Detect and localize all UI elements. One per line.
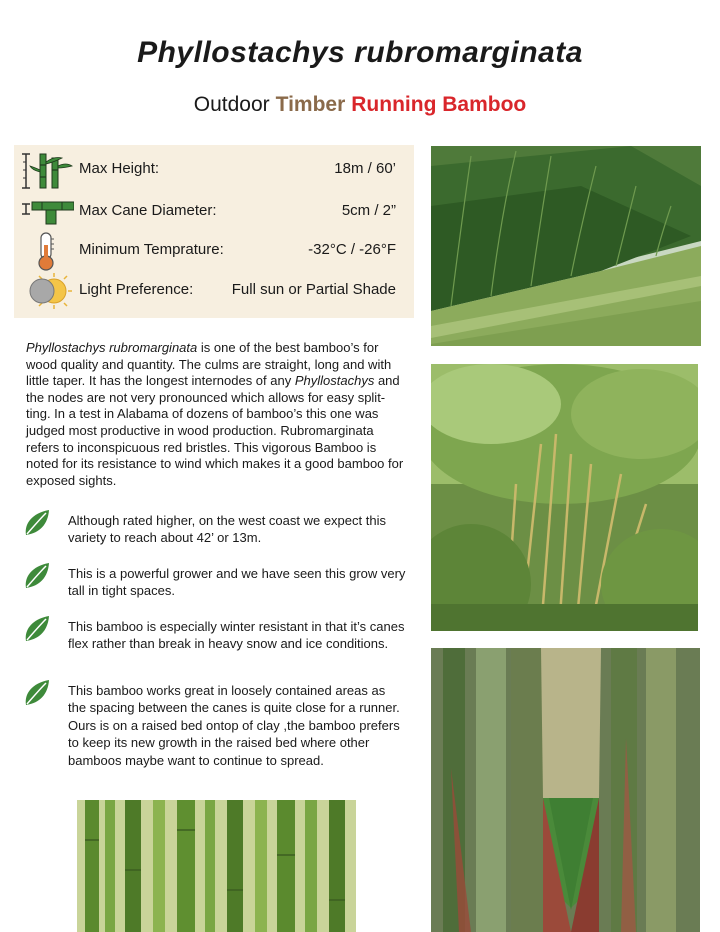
leaf-icon bbox=[22, 678, 52, 708]
spec-row-max-height bbox=[14, 150, 414, 190]
subtitle-outdoor: Outdoor bbox=[193, 93, 270, 116]
spec-label: Max Cane Diameter: bbox=[79, 202, 217, 219]
spec-value: -32°C / -26°F bbox=[308, 241, 396, 258]
spec-value: 18m / 60’ bbox=[334, 160, 396, 177]
description-text: is one of the best bamboo’s for wood quality and quantity. The culms are straight, long and with little taper. It has the longest internodes of any bbox=[26, 340, 392, 389]
cane-diameter-icon bbox=[18, 192, 74, 232]
spec-label: Max Height: bbox=[79, 160, 160, 177]
bamboo-clump-photo bbox=[431, 364, 698, 631]
subtitle-timber: Timber bbox=[275, 93, 346, 116]
spec-value: Full sun or Partial Shade bbox=[231, 281, 396, 298]
list-item-text: Although rated higher, on the west coast we expect this variety to reach about 42’ or 13m. bbox=[68, 513, 386, 546]
spec-row-cane-diameter bbox=[14, 192, 414, 232]
description-species-name: Phyllostachys rubromarginata bbox=[26, 340, 198, 355]
spec-label: Minimum Temprature: bbox=[79, 241, 224, 258]
leaf-icon bbox=[22, 508, 52, 538]
specs-panel bbox=[14, 145, 414, 318]
spec-label: Light Preference: bbox=[79, 281, 194, 298]
subtitle-running-bamboo: Running Bamboo bbox=[351, 93, 527, 116]
description-paragraph bbox=[26, 340, 410, 489]
spec-value: 5cm / 2” bbox=[341, 202, 396, 219]
bamboo-hedge-photo bbox=[431, 146, 701, 346]
list-item-text: This bamboo is especially winter resistant in that it’s canes flex rather than break in heavy snow and ice conditions. bbox=[68, 619, 405, 652]
sun-shade-icon bbox=[18, 271, 74, 311]
list-item-text: This is a powerful grower and we have seen this grow very tall in tight spaces. bbox=[68, 566, 406, 599]
green-canes-photo bbox=[77, 800, 356, 932]
description-genus-name: Phyllostachys bbox=[294, 373, 375, 389]
spec-row-min-temp bbox=[14, 231, 414, 271]
page-title: Phyllostachys rubromarginata bbox=[137, 36, 583, 69]
page-subtitle bbox=[0, 93, 720, 117]
spec-row-light bbox=[14, 271, 414, 311]
red-culm-closeup-photo bbox=[431, 648, 700, 932]
leaf-icon bbox=[22, 561, 52, 591]
list-item-text: This bamboo works great in loosely contained areas as the spacing between the canes is quite close for a runner. Ours is on a raised bed ontop of clay ,the bamboo prefers to keep its new growth in the raised bed where other bamboos maybe want to continue to spread. bbox=[68, 683, 400, 768]
thermometer-icon bbox=[18, 231, 74, 271]
bamboo-height-icon bbox=[18, 150, 74, 190]
leaf-icon bbox=[22, 614, 52, 644]
description-text: and the nodes are not very pronounced which allows for easy split- ting. In a test in Alabama of dozens of bamboo’s this one was judged most productive in wood production. Rubromarginata refers to inconspicuous red bristles. This vigorous Bamboo is noted for its resistance to wind which makes it a good bamboo for exposed sights. bbox=[26, 373, 404, 488]
